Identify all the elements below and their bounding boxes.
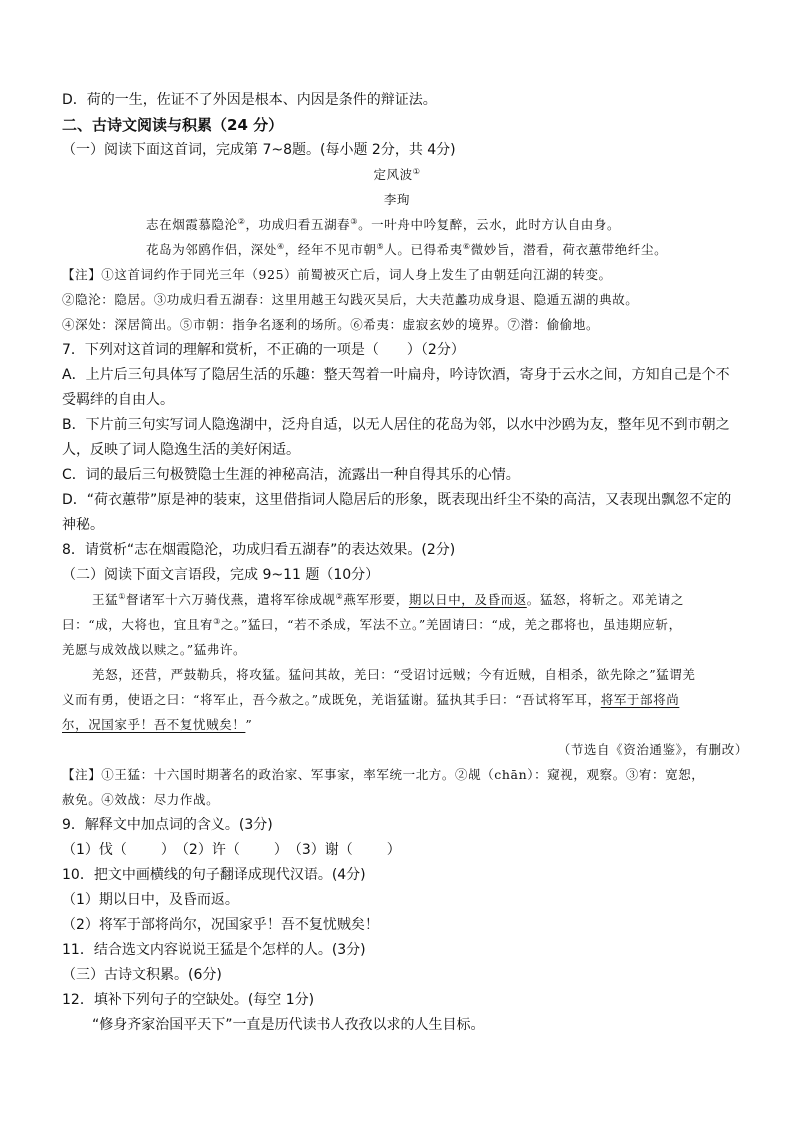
passage-line-5 [62, 690, 679, 710]
question-7: 7．下列对这首词的理解和赏析，不正确的一项是（ ）（2分） [62, 342, 465, 358]
poem-l2-note3: ⑥ [462, 241, 471, 251]
source-citation: （节选自《资治通鉴》，有删改） [557, 742, 748, 757]
passage-line-3: 羌愿与成效战以赎之。”猛弗许。 [62, 642, 247, 657]
question-10: 10．把文中画横线的句子翻译成现代汉语。(4分) [62, 867, 366, 883]
q9-blanks [62, 840, 401, 860]
poem-l2-a: 花岛为邻鸥作侣，深处 [146, 242, 278, 257]
note-1: 【注】①这首词约作于同光三年（925）前蜀被灭亡后，词人身上发生了由朝廷向江湖的转变。 [62, 267, 612, 282]
passage-2a: 曰：“成，大将也，宜且宥 [62, 617, 214, 632]
q9-item-3: ） （3）谢（ [273, 842, 353, 858]
q9-item-1: （1）伐（ [62, 842, 127, 858]
question-11: 11．结合选文内容说说王猛是个怎样的人。(3分) [62, 942, 366, 958]
q9-end: ） [386, 842, 401, 858]
part3-intro: （三）古诗文积累。(6分) [62, 967, 222, 983]
poem-l2-b: ，经年不见市朝 [284, 242, 377, 257]
section-title: 二、古诗文阅读与积累（24 分） [62, 116, 284, 134]
poem-l2-note2: ⑤ [376, 241, 385, 251]
passage-note-2: ② [335, 591, 344, 601]
poem-l2-d: 微妙旨，潜看，荷衣蕙带绝纤尘。 [470, 242, 668, 257]
poem-title-note: ① [412, 166, 421, 176]
poem-l2-note: ④ [277, 241, 285, 251]
passage-1d: 。猛怒，将斩之。邓羌请之 [526, 592, 684, 607]
passage-1a: 王猛 [92, 592, 119, 607]
option-d-line: D．荷的一生，佐证不了外因是根本、内因是条件的辩证法。 [62, 92, 437, 108]
passage-line-2 [62, 615, 682, 635]
underlined-sentence-2b: 尔，况国家乎！吾不复忧贼矣！ [62, 717, 246, 732]
passage-note-1: ① [118, 591, 126, 601]
poem-line-2 [146, 240, 667, 260]
note-2: ②隐沦：隐居。③功成归看五湖春：这里用越王勾践灭吴后，大夫范蠡功成身退、隐遁五湖的典故。 [62, 292, 639, 307]
underlined-sentence-2a: 将军于部将尚 [600, 692, 680, 707]
passage-6b: ” [245, 717, 253, 732]
passage-line-1 [92, 590, 684, 610]
q7-option-d-1: D．“荷衣蕙带”原是神的装束，这里借指词人隐居后的形象，既表现出纤尘不染的高洁，又表现出飘忽不定的 [62, 492, 732, 508]
q7-option-a-2: 受羁绊的自由人。 [62, 392, 174, 408]
note-3: ④深处：深居简出。⑤市朝：指争名逐利的场所。⑥希夷：虚寂玄妙的境界。⑦潜：偷偷地。 [62, 317, 600, 332]
poem-l2-c: 人。已得希夷 [384, 242, 463, 257]
q10-item-1: （1）期以日中，及昏而返。 [62, 892, 239, 908]
q10-item-2: （2）将军于部将尚尔，况国家乎！吾不复忧贼矣！ [62, 917, 379, 933]
passage-note-3: ③ [213, 616, 221, 626]
q12-text: “修身齐家治国平天下”一直是历代读书人孜孜以求的人生目标。 [92, 1017, 485, 1033]
poem-author: 李珣 [383, 192, 411, 207]
passage-2b: 之。”猛曰，“若不杀成，军法不立。”羌固请曰：“成，羌之郡将也，虽违期应斩， [220, 617, 682, 632]
underlined-sentence-1: 期以日中，及昏而返 [408, 592, 527, 607]
part1-intro: （一）阅读下面这首词，完成第 7~8题。(每小题 2分，共 4分) [62, 142, 456, 158]
passage-5a: 义而有勇，使语之曰：“将军止，吾今赦之。”成既免，羌诣猛谢。猛执其手曰：“吾试将军耳， [62, 692, 601, 707]
part2-intro: （二）阅读下面文言语段，完成 9~11 题（10分） [62, 567, 380, 583]
q7-option-b-1: B．下片前三句实写词人隐逸湖中，泛舟自适，以无人居住的花岛为邻，以水中沙鸥为友，整年见不到市朝之 [62, 417, 730, 433]
poem-title-text: 定风波 [373, 167, 413, 182]
question-9: 9．解释文中加点词的含义。(3分) [62, 817, 273, 833]
q7-option-c: C．词的最后三句极赞隐士生涯的神秘高洁，流露出一种自得其乐的心情。 [62, 467, 520, 483]
poem-l1-b: ，功成归看五湖春 [245, 217, 351, 232]
passage-line-4: 羌怒，还营，严鼓勒兵，将攻猛。猛问其故，羌曰：“受诏讨远贼；今有近贼，自相杀，欲先除之”猛谓羌 [92, 667, 696, 682]
q7-option-d-2: 神秘。 [62, 517, 104, 533]
poem-l1-c: 。一叶舟中吟复醉，云水，此时方认自由身。 [358, 217, 621, 232]
q7-option-a-1: A．上片后三句具体写了隐居生活的乐趣：整天驾着一叶扁舟，吟诗饮酒，寄身于云水之间，方知自己是个不 [62, 367, 730, 383]
note-4: 【注】①王猛：十六国时期著名的政治家、军事家，率军统一北方。②觇（chān）：窥视，观察。③宥：宽恕， [62, 767, 705, 782]
question-12: 12．填补下列句子的空缺处。(每空 1分) [62, 992, 315, 1008]
q9-item-2: ） （2）许（ [160, 842, 240, 858]
passage-1b: 督诸军十六万骑伐燕，遣将军徐成觇 [125, 592, 336, 607]
q7-option-b-2: 人，反映了词人隐逸生活的美好闲适。 [62, 442, 300, 458]
poem-l1-note: ② [237, 216, 246, 226]
poem-l1-note2: ③ [350, 216, 359, 226]
question-8: 8．请赏析“志在烟霞隐沦，功成归看五湖春”的表达效果。(2分) [62, 542, 456, 558]
note-5: 赦免。④效战：尽力作战。 [62, 792, 220, 807]
passage-1c: 燕军形要， [343, 592, 409, 607]
poem-l1-a: 志在烟霞慕隐沦 [146, 217, 238, 232]
poem-title [0, 165, 794, 185]
poem-line-1 [146, 215, 620, 235]
passage-line-6 [62, 715, 252, 735]
